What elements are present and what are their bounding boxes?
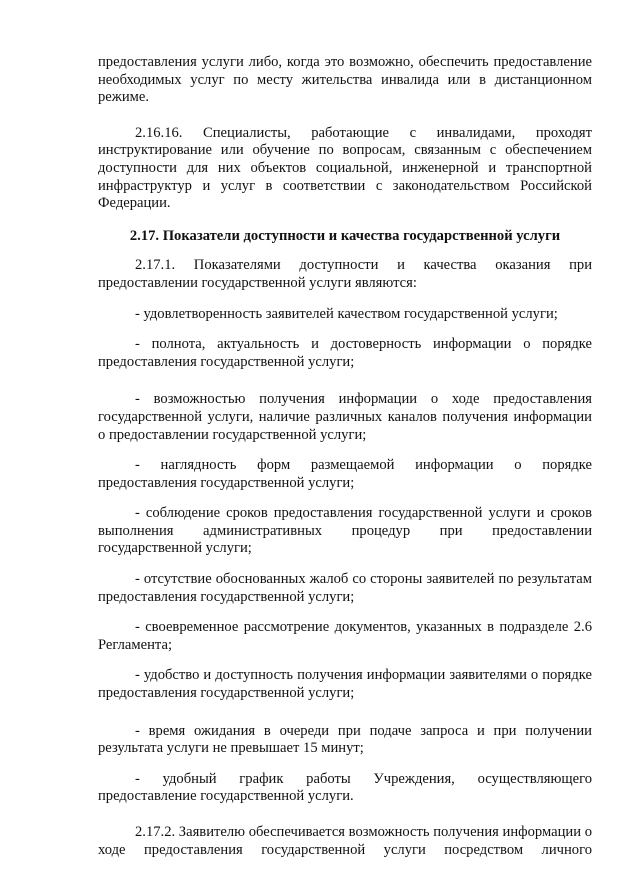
paragraph: - наглядность форм размещаемой информации о порядке предоставления государственной услуги; (98, 457, 592, 491)
paragraph: 2.16.16. Специалисты, работающие с инвалидами, проходят инструктирование или обучение по вопросам, связанным с обеспечением доступности для них объектов социальной, инженерной и транспортной инфраструктур и услуг в соответствии с законодательством Российской Федерации. (98, 124, 592, 212)
paragraph: предоставления услуги либо, когда это возможно, обеспечить предоставление необходимых услуг по месту жительства инвалида или в дистанционном режиме. (98, 54, 592, 106)
paragraph: - отсутствие обоснованных жалоб со стороны заявителей по результатам предоставления государственной услуги; (98, 571, 592, 605)
document-page (98, 54, 592, 859)
paragraph: - полнота, актуальность и достоверность информации о порядке предоставления государственной услуги; (98, 336, 592, 370)
paragraph: - соблюдение сроков предоставления государственной услуги и сроков выполнения административных процедур при предоставлении государственной услуги; (98, 505, 592, 557)
paragraph: - возможностью получения информации о ходе предоставления государственной услуги, наличие различных каналов получения информации о предоставлении государственной услуги; (98, 391, 592, 443)
paragraph: 2.17.2. Заявителю обеспечивается возможность получения информации о ходе предоставления государственной услуги посредством личного (98, 824, 592, 858)
section-heading: 2.17. Показатели доступности и качества государственной услуги (129, 227, 561, 244)
paragraph: - время ожидания в очереди при подаче запроса и при получении результата услуги не превышает 15 минут; (98, 722, 592, 757)
paragraph: - удобство и доступность получения информации заявителями о порядке предоставления государственной услуги; (98, 667, 592, 702)
paragraph: - удовлетворенность заявителей качеством государственной услуги; (135, 305, 558, 322)
paragraph: - удобный график работы Учреждения, осуществляющего предоставление государственной услуги. (98, 770, 592, 805)
paragraph: - своевременное рассмотрение документов, указанных в подразделе 2.6 Регламента; (98, 619, 592, 653)
paragraph: 2.17.1. Показателями доступности и качества оказания при предоставлении государственной услуги являются: (98, 257, 592, 291)
